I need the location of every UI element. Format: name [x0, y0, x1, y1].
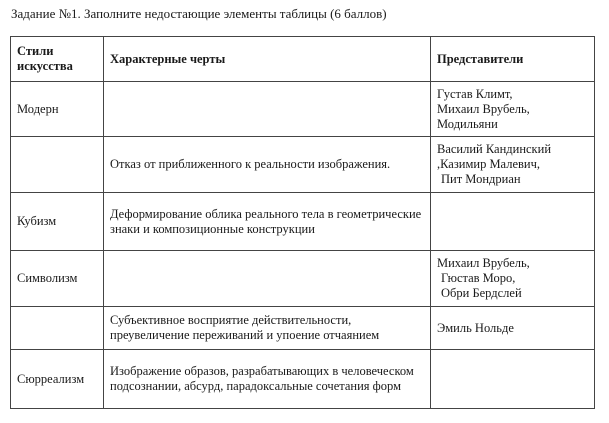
style-cell: Кубизм: [11, 193, 104, 251]
features-cell: Отказ от приближенного к реальности изображения.: [104, 137, 431, 193]
style-cell: Модерн: [11, 82, 104, 137]
representative-name: Михаил Врубель,: [437, 101, 530, 116]
style-cell: [11, 307, 104, 350]
representatives-cell: [431, 251, 595, 307]
features-cell: [104, 82, 431, 137]
features-cell: Деформирование облика реального тела в геометрические знаки и композиционные конструкции: [104, 193, 431, 251]
art-styles-table: [10, 36, 595, 409]
table-row: [11, 137, 595, 193]
features-cell: Субъективное восприятие действительности, преувеличение переживаний и упоение отчаянием: [104, 307, 431, 350]
header-representatives: Представители: [431, 37, 595, 82]
features-cell: Изображение образов, разрабатывающих в человеческом подсознании, абсурд, парадоксальные сочетания форм: [104, 350, 431, 409]
style-cell: Сюрреализм: [11, 350, 104, 409]
representative-name: Гюстав Моро,: [441, 271, 516, 285]
representative-name: ,Казимир Малевич,: [437, 157, 541, 171]
table-row: [11, 193, 595, 251]
representative-name: Обри Бердслей: [441, 286, 522, 300]
representatives-cell: [431, 350, 595, 409]
table-row: [11, 350, 595, 409]
header-features: Характерные черты: [104, 37, 431, 82]
style-cell: Символизм: [11, 251, 104, 307]
representatives-cell: [431, 82, 595, 137]
representative-name: Пит Мондриан: [441, 172, 521, 186]
table-row: [11, 82, 595, 137]
representatives-cell: [431, 137, 595, 193]
representatives-cell: [431, 193, 595, 251]
representative-name: Василий Кандинский: [437, 142, 552, 156]
header-style: Стили искусства: [11, 37, 104, 82]
representative-name: Модильяни: [437, 116, 498, 131]
representatives-cell: [431, 307, 595, 350]
representative-name: Эмиль Нольде: [437, 320, 514, 335]
task-title: Задание №1. Заполните недостающие элементы таблицы (6 баллов): [11, 6, 387, 21]
representative-name: Михаил Врубель,: [437, 256, 530, 270]
table-row: [11, 307, 595, 350]
representative-name: Густав Климт,: [437, 86, 513, 101]
table-header-row: [11, 37, 595, 82]
table-row: [11, 251, 595, 307]
features-cell: [104, 251, 431, 307]
style-cell: [11, 137, 104, 193]
